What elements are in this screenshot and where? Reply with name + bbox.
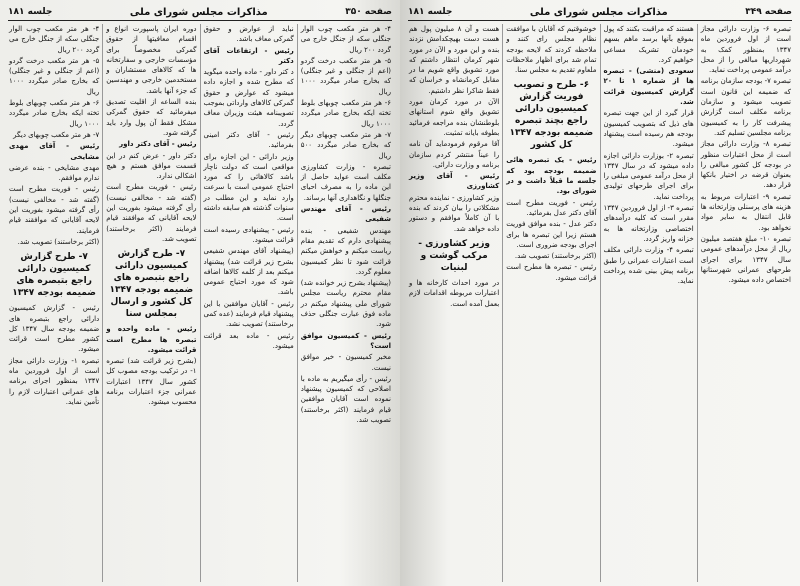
paragraph: در مورد احداث کارخانه ها و اعتبارات مربوطه اقدامات لازم بعمل آمده است.: [409, 278, 500, 308]
paragraph: تبصره ۷- بودجه سازمان برنامه که ضمیمه این قانون است تصویب میشود و سازمان برنامه مکلف است گزارش پیشرفت کار را به کمیسیون برنامه مجلسین تسلیم کند.: [700, 77, 791, 137]
paragraph: تبصره - وزارت کشاورزی مکلف است عواید حاصل از این ماده را به مصرف احیای جنگلها و نگاهداری آنها برساند.: [300, 162, 391, 202]
paragraph: رئیس - فوریت مطرح است (گفته شد - مخالفی نیست) رأی گرفته میشود بفوریت این لایحه آقایانی که موافقند قیام فرمایند (اکثر برخاستند) تصویب شد.: [106, 183, 197, 243]
paragraph: رئیس - پیشنهادی رسیده است قرائت میشود.: [203, 225, 294, 244]
text-column: [600, 24, 697, 582]
column-set: [406, 24, 794, 582]
speaker-paragraph: رئیس - آقای وزیر کشاورزی: [409, 172, 500, 191]
paragraph: ۴- هر متر مکعب چوب الوار جنگلی سکه از جنگل خارج می گردد ۲۰۰ ریال: [300, 25, 391, 54]
paragraph: تبصره ۹- اعتبارات مربوط به هزینه های پرسنلی وزارتخانه ها قابل انتقال به سایر مواد نخواهد بود.: [700, 192, 791, 232]
paragraph: تبصره ۳- از اول فروردین ۱۳۴۷ مقرر است که کلیه درآمدهای اختصاصی وزارتخانه ها به خزانه واریز گردد.: [603, 204, 694, 243]
paragraph: دکتر داور - عرض کنم در این قسمت موافق هستم و هیچ اشکالی ندارد.: [106, 151, 197, 181]
running-title: مذاکرات مجلس شورای ملی: [529, 6, 668, 18]
paragraph: ۶- هر متر مکعب چوبهای بلوط تخته ایکه بخارج صادر میگردد ۱۰۰۰ ریال: [300, 99, 391, 128]
paragraph: ۷- هر متر مکعب چوبهای دیگر: [13, 130, 100, 139]
right-page: [400, 0, 800, 586]
paragraph: وزیر کشاورزی - نماینده محترم مشکلاتی را بیان کردند که بنده با آن کاملاً موافقم و دستور داده خواهد شد.: [409, 193, 500, 233]
paragraph: مهدی مشایخی - بنده عرضی ندارم موافقم.: [9, 163, 100, 183]
session-number: جلسه ۱۸۱: [408, 7, 453, 17]
text-column: [297, 24, 394, 582]
speaker-paragraph: رئیس - کمیسیون موافق است؟: [300, 331, 391, 350]
running-title: مذاکرات مجلس شورای ملی: [129, 6, 268, 18]
paragraph: هستند که مراقبت بکنند که پول بموقع بآنها برسد ماهم بسهم خودمان تشریک مساعی خواهیم کرد.: [603, 25, 694, 64]
paragraph: وزیر دارائی - این اجازه برای مواقعی است که دولت ناچار باشد کالاهائی را که مورد احتیاج عمومی است با سرعت وارد نماید و این مطلب در سنوات گذشته هم سابقه داشته است.: [203, 152, 294, 223]
page-number: صفحه ۳۴۹: [745, 7, 792, 17]
paragraph: بنده الساعه از اقلیت تصدیق میفرمائید که حقوق گمرکی مشکل فقط آن پول وارد باید گرفته شود.: [106, 98, 197, 137]
paragraph: (پیشنهاد آقای مهندس شفیعی بشرح زیر قرائت شد) پیشنهاد میکنم بعد از کلمه کالاها اضافه شود که مورد احتیاج عمومی باشد.: [203, 247, 294, 297]
paragraph: د کتر داور - ماده واحده میگوید که مطرح شده و اجازه داده میشود که عوارض و حقوق گمرکی کالاهای وارداتی بموجب تصویبنامه هیئت وزیران معاف گردد.: [203, 68, 294, 128]
speaker-paragraph: رئیس - آقای مهدی مشایخی: [9, 142, 100, 161]
paragraph: رئیس - فوریت مطرح است آقای دکتر عدل بفرمائید.: [506, 198, 597, 217]
session-number: جلسه ۱۸۱: [8, 7, 53, 17]
paragraph: (اکثر برخاستند) تصویب شد.: [514, 252, 597, 261]
paragraph: ۶- هر متر مکعب چوبهای بلوط تخته ایکه بخارج صادر میگردد ۱۰۰۰ ریال: [9, 99, 100, 128]
paragraph: رئیس - گزارش کمیسیون دارائی راجع بتبصره های ضمیمه بودجه سال ۱۳۴۷ کل کشور مطرح است قرائت میشود.: [9, 304, 100, 354]
speaker-paragraph: رئیس - آقای دکتر داور: [119, 140, 197, 149]
text-column: [502, 24, 599, 582]
paragraph: تبصره ۴- وزارت دارائی مکلف است اعتبارات عمرانی را طبق برنامه پیش بینی شده پرداخت نماید.: [603, 246, 694, 286]
speaker-paragraph: رئیس - ارتفاعات آقای دکتر: [203, 46, 294, 65]
speaker-paragraph: رئیس - ماده واحده و تبصره ها مطرح است قرائت میشود.: [106, 325, 197, 354]
paragraph: (اکثر برخاستند) تصویب شد.: [17, 237, 100, 246]
text-column: [102, 24, 199, 582]
page-number: صفحه ۳۵۰: [345, 7, 392, 17]
page-header: [8, 4, 392, 21]
section-heading: ۷- طرح گزارش کمیسیون دارائی راجع بتبصره های ضمیمه بودجه ۱۳۴۷: [12, 252, 96, 299]
paragraph: ۴- هر متر مکعب چوب الوار جنگلی سکه از جنگل خارج می گردد ۲۰۰ ریال: [9, 25, 100, 54]
paragraph: الآن در مورد کرمان مورد تشویق واقع شوم استانهای بلوطنشان بنده مراجعه فرمائید بطوفه بایانه تمثیت.: [409, 98, 500, 137]
paragraph: خوشوقتیم که آقایان با موافقت نظام مجلس رای کنند و ملاحظه کردند که لایحه بودجه تمام شد برای اظهار ملاحظات ملعاوم تقدیم به مجلس سنا.: [506, 25, 597, 75]
paragraph: دوره ایران پاسپورت انواع و اقسام معافیتها از حقوق گمرکی مخصوصاً برای مؤسسات خارجی و سفارتخانه ها که کالاهای مستشاران و مستخدمین خارجی و مهندسین که جزء آنها باشد.: [106, 25, 197, 95]
text-column: [6, 24, 102, 582]
section-heading: وزیر کشاورزی - مرکب گوشت و لبنیات: [418, 238, 490, 273]
paragraph: قرار گیرد از این جهت تبصره های ذیل که بتصویب کمیسیون بودجه هم رسیده است پیشنهاد میشود.: [603, 109, 694, 149]
paragraph: رئیس - آقایان موافقین با این پیشنهاد قیام فرمایند (عده کمی برخاستند) تصویب نشد.: [203, 299, 294, 329]
paragraph: ۵- هر متر مکعب درخت گردو (اعم از جنگلی و غیر جنگلی) که بخارج صادر میگردد ۱۰۰۰ ریال: [9, 56, 100, 96]
paragraph: تبصره ۲- بوزارت دارائی اجازه داده میشود که در سال ۱۳۴۷ از محل درآمد عمومی مبلغی را برای اجرای طرحهای تولیدی پرداخت نماید.: [603, 151, 694, 201]
paragraph: دکتر عدل - بنده موافق فوریت هستم زیرا این تبصره ها برای اجرای بودجه ضروری است.: [506, 220, 597, 249]
paragraph: تبصره ۶- وزارت دارائی مجاز است از اول فروردین ماه ۱۳۴۷ بمنظور کمک به شهرداریها مبالغی را از محل درآمد عمومی پرداخت نماید.: [700, 25, 791, 75]
paragraph: مهندس شفیعی - بنده پیشنهادی دارم که تقدیم مقام ریاست میکنم و خواهش میکنم قرائت شود تا نظر کمیسیون معلوم گردد.: [300, 226, 391, 276]
paragraph: تبصره ۱- وزارت دارائی مجاز است از اول فروردین ماه ۱۳۴۷ بمنظور اجرای برنامه های عمرانی اعتبارات لازم را تأمین نماید.: [9, 356, 100, 406]
paragraph: (پیشنهاد بشرح زیر خوانده شد) مقام محترم ریاست مجلس شورای ملی پیشنهاد میکنم در ماده فوق عبارت جنگلی حذف شود.: [300, 279, 391, 329]
paragraph: رئیس - ماده بعد قرائت میشود.: [203, 331, 294, 350]
speaker-paragraph: رئیس - آقای مهندس شفیعی: [300, 205, 391, 224]
text-column: [406, 24, 502, 582]
paragraph: نباید از عوارض و حقوق گمرکی معاف باشد.: [203, 25, 294, 44]
paragraph: هست و آن ۸ میلیون پول هم هست دست بهیچکدامش نزدند بنده و این مورد و الآن در مورد شهر کرمان انتظار داشتم که مورد تشویق واقع شویم ما در مقابل کرمانشاه و خراسان که فقط شاکرا نظر داشتیم.: [409, 25, 500, 95]
paragraph: رئیس - فوریت مطرح است (گفته شد - مخالفی نیست) رأی گرفته میشود بفوریت این لایحه آقایانی که موافقند قیام فرمایند.: [9, 185, 100, 235]
paragraph: تبصره ۸- وزارت دارائی مجاز است از محل اعتبارات منظور در بودجه کل کشور مبالغی را بعنوان قرضه در اختیار بانکها قرار دهد.: [700, 140, 791, 190]
paragraph: ۵- هر متر مکعب درخت گردو (اعم از جنگلی و غیر جنگلی) که بخارج صادر میگردد ۱۰۰۰ ریال: [300, 56, 391, 96]
text-column: [200, 24, 297, 582]
paragraph: تبصره ۱۰- مبلغ هفتصد میلیون ریال از محل درآمدهای عمومی سال ۱۳۴۷ برای اجرای طرحهای عمرانی شهرستانها اختصاص داده میشود.: [700, 234, 791, 285]
paragraph: مخبر کمیسیون - خیر موافق نیست.: [300, 353, 391, 372]
paragraph: آقا مرقوم فرمودماید آن نامه را عیناً منتشر کردم سازمان برنامه و وزارت دارائی.: [409, 140, 500, 169]
section-heading: ۷- طرح گزارش کمیسیون دارائی راجع بتبصره های ضمیمه بودجه ۱۳۴۷ کل کشور و ارسال بمجلس سنا: [109, 249, 194, 320]
paragraph: رئیس - تبصره ها مطرح است قرائت میشود.: [506, 263, 597, 282]
speaker-paragraph: سعودی (منشی) - تبصره ها از شماره ۱ تا ۲۰ گزارش کمیسیون قرائت شد.: [603, 67, 694, 107]
section-heading: ۶- طرح و تصویب فوریت گزارش کمیسیون دارائی راجع بچند تبصره ضمیمه بودجه ۱۳۴۷ کل کشور: [509, 80, 594, 151]
text-column: [697, 24, 794, 582]
paragraph: رئیس - رأی میگیریم به ماده با اصلاحی که کمیسیون پیشنهاد نموده است آقایان موافقین قیام فرمایند (اکثر برخاستند) تصویب شد.: [300, 374, 391, 424]
paragraph: (بشرح زیر قرائت شد) تبصره ۱- در ترکیب بودجه مصوب کل کشور سال ۱۳۴۷ اعتبارات عمرانی جزء اعتبارات برنامه محسوب میشود.: [106, 357, 197, 407]
page-header: [408, 4, 792, 21]
paragraph: ۷- هر متر مکعب چوبهای دیگر که بخارج صادر میگردد ۵۰۰ ریال: [300, 130, 391, 160]
speaker-paragraph: رئیس - یک تبصره هائی ضمیمه بودجه بود که جلسه ما قبلاً داشت و در شورای بود.: [506, 156, 597, 196]
column-set: [6, 24, 394, 582]
paragraph: رئیس - آقای دکتر امینی بفرمائید.: [203, 130, 294, 150]
